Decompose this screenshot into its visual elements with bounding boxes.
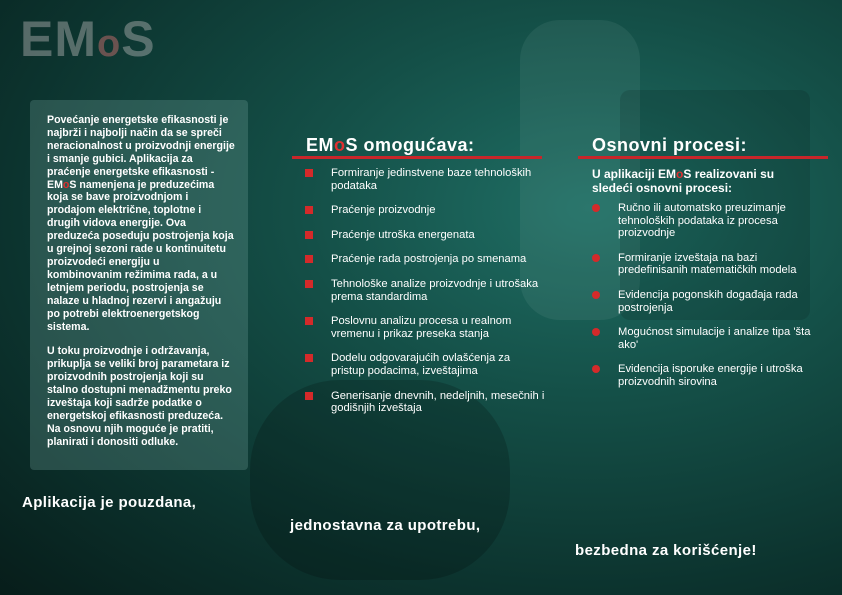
list-item: Tehnološke analize proizvodnje i utrošaka prema standardima: [305, 278, 545, 303]
col2-rule: [578, 156, 828, 159]
emos-logo: [20, 11, 156, 67]
list-item: Formiranje jedinstvene baze tehnoloških podataka: [305, 167, 545, 192]
col2-title: Osnovni procesi:: [592, 135, 748, 155]
col1-rule: [292, 156, 542, 159]
bullet-icon: [305, 354, 313, 362]
bullet-icon: [592, 328, 600, 336]
list-item: Evidencija isporuke energije i utroška proizvodnih sirovina: [592, 363, 824, 388]
col2-intro: U aplikaciji EMoS realizovani su sledeći osnovni procesi:: [592, 167, 775, 195]
bullet-icon: [592, 291, 600, 299]
list-item: Dodelu odgovarajućih ovlašćenja za pristup podacima, izveštajima: [305, 352, 545, 377]
bullet-icon: [305, 392, 313, 400]
list-item: Praćenje proizvodnje: [305, 204, 545, 217]
bullet-icon: [592, 204, 600, 212]
list-item: Generisanje dnevnih, nedeljnih, mesečnih i godišnjih izveštaja: [305, 390, 545, 415]
logo-text-post: S: [121, 11, 156, 67]
intro-paragraph-2: U toku proizvodnje i održavanja, prikuplja se veliki broj parametara iz proizvodnih postrojenja koji su stalno dostupni menadžmentu preko izveštaja koji sadrže podatke o energetskoj efikasnosti preduzeća. Na osnovu njih moguće je pratiti, planirati i donositi odluke.: [47, 345, 232, 448]
list-item: Evidencija pogonskih događaja rada postrojenja: [592, 289, 824, 314]
list-item: Poslovnu analizu procesa u realnom vremenu i prikaz preseka stanja: [305, 315, 545, 340]
col1-list: [305, 167, 545, 427]
intro-box: [30, 100, 248, 470]
slogan-line-1: Aplikacija je pouzdana,: [22, 494, 197, 511]
list-item: Praćenje utroška energenata: [305, 229, 545, 242]
logo-text-pre: EM: [20, 11, 97, 67]
bullet-icon: [305, 231, 313, 239]
logo-text-o: o: [97, 23, 122, 65]
list-item: Formiranje izveštaja na bazi predefinisanih matematičkih modela: [592, 252, 824, 277]
bullet-icon: [305, 169, 313, 177]
bullet-icon: [305, 317, 313, 325]
bullet-icon: [305, 280, 313, 288]
slogan-line-3: bezbedna za korišćenje!: [575, 542, 757, 559]
list-item: Mogućnost simulacije i analize tipa 'šta ako': [592, 326, 824, 351]
slogan-line-2: jednostavna za upotrebu,: [290, 517, 481, 534]
bullet-icon: [305, 206, 313, 214]
list-item: Ručno ili automatsko preuzimanje tehnoloških podataka iz procesa proizvodnje: [592, 202, 824, 240]
col2-list: [592, 202, 824, 401]
list-item: Praćenje rada postrojenja po smenama: [305, 253, 545, 266]
intro-paragraph-1: Povećanje energetske efikasnosti je najbrži i najbolji način da se spreči neracionalnost u proizvodnji energije i smanje gubici. Aplikacija za praćenje energetske efikasnosti - EMoS namenjena je preduzećima koja se bave proizvodnjom i prodajom električne, toplotne i drugih vidova energije. Ova preduzeća poseduju postrojenja koja u grejnoj sezoni rade u kontinuitetu proizvodeći energiju u kombinovanim režimima rada, a u letnjem periodu, postrojenja se nalaze u hladnoj rezervi i angažuju po potrebi elektroenergetskog sistema.: [47, 114, 235, 333]
bullet-icon: [305, 255, 313, 263]
bullet-icon: [592, 365, 600, 373]
bullet-icon: [592, 254, 600, 262]
col1-title: EMoS omogućava:: [306, 135, 475, 155]
